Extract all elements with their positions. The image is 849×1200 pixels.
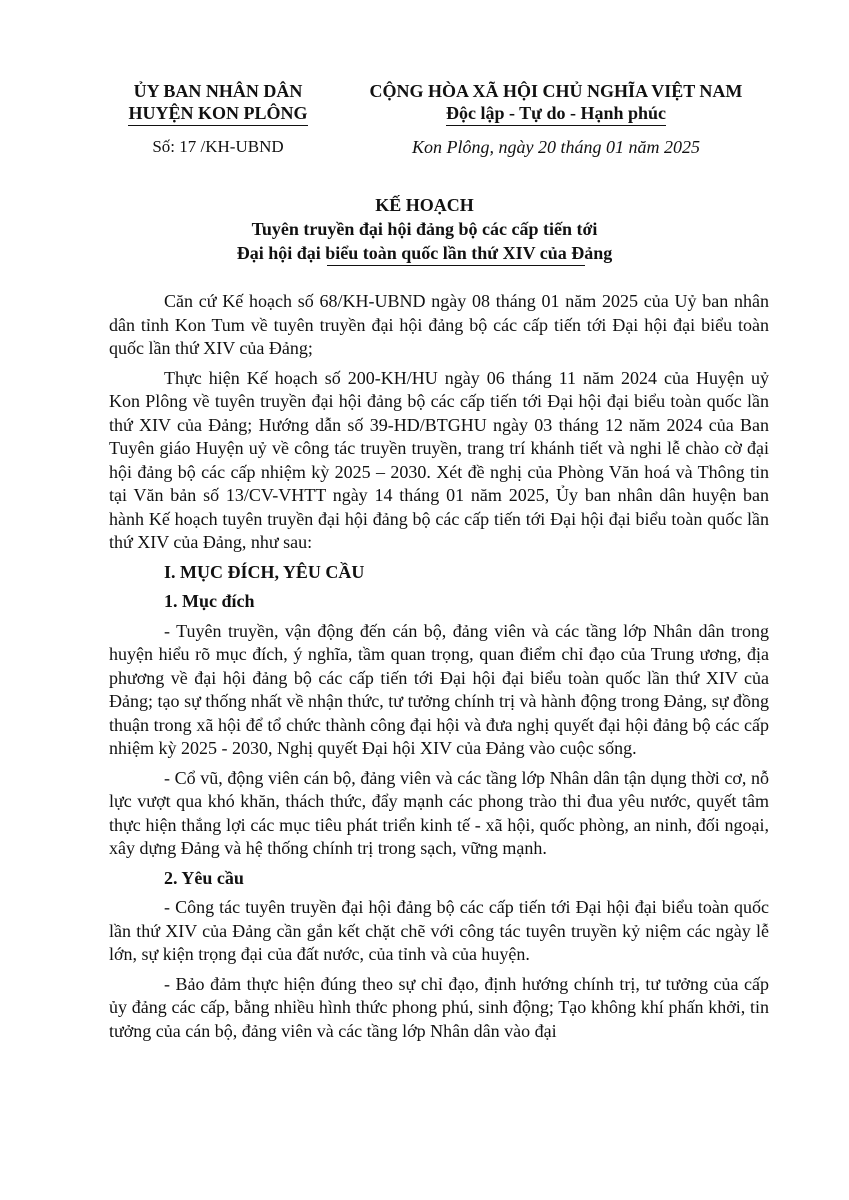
title-underline-divider <box>327 265 585 266</box>
national-header-block <box>346 80 766 158</box>
document-title <box>100 193 749 265</box>
agency-name-line2-wrap <box>108 102 328 126</box>
subheading-requirements: 2. Yêu cầu <box>164 867 244 888</box>
paragraph-implementation: Thực hiện Kế hoạch số 200-KH/HU ngày 06 tháng 11 năm 2024 của Huyện uỷ Kon Plông về tuyên truyền đại hội đảng bộ các cấp tiến tới Đại hội đại biểu toàn quốc lần thứ XIV của Đảng; Hướng dẫn số 39-HD/BTGHU ngày 03 tháng 12 năm 2024 của Ban Tuyên giáo Huyện uỷ về công tác truyền truyền, trang trí khánh tiết và nghi lễ chào cờ đại hội đảng bộ các cấp nhiệm kỳ 2025 – 2030. Xét đề nghị của Phòng Văn hoá và Thông tin tại Văn bản số 13/CV-VHTT ngày 14 tháng 01 năm 2025, Ủy ban nhân dân huyện ban hành Kế hoạch tuyên truyền đại hội đảng bộ các cấp tiến tới Đại hội đại biểu toàn quốc lần thứ XIV của Đảng, như sau: <box>109 367 769 552</box>
agency-name-line2: HUYỆN KON PLÔNG <box>128 102 307 126</box>
paragraph-legal-basis: Căn cứ Kế hoạch số 68/KH-UBND ngày 08 tháng 01 năm 2025 của Uỷ ban nhân dân tỉnh Kon Tum về tuyên truyền đại hội đảng bộ các cấp tiến tới Đại hội đại biểu toàn quốc lần thứ XIV của Đảng; <box>109 291 769 358</box>
national-motto: Độc lập - Tự do - Hạnh phúc <box>446 102 666 126</box>
motto-wrap <box>346 102 766 126</box>
country-name: CỘNG HÒA XÃ HỘI CHỦ NGHĨA VIỆT NAM <box>369 81 743 101</box>
document-number: Số: 17 /KH-UBND <box>152 137 284 156</box>
place-and-date: Kon Plông, ngày 20 tháng 01 năm 2025 <box>412 137 700 157</box>
section-heading-purpose-requirements: I. MỤC ĐÍCH, YÊU CẦU <box>164 561 365 582</box>
issuing-agency-block <box>108 80 328 158</box>
document-body <box>109 290 769 1049</box>
paragraph-purpose-2: - Cổ vũ, động viên cán bộ, đảng viên và các tầng lớp Nhân dân tận dụng thời cơ, nỗ lực vượt qua khó khăn, thách thức, đẩy mạnh các phong trào thi đua yêu nước, quyết tâm thực hiện thắng lợi các mục tiêu phát triển kinh tế - xã hội, quốc phòng, an ninh, đối ngoại, xây dựng Đảng và hệ thống chính trị trong sạch, vững mạnh. <box>109 767 769 858</box>
paragraph-purpose-1: - Tuyên truyền, vận động đến cán bộ, đảng viên và các tầng lớp Nhân dân trong huyện hiểu rõ mục đích, ý nghĩa, tầm quan trọng, quan điểm chỉ đạo của Trung ương, địa phương về đại hội đảng bộ các cấp tiến tới Đại hội đại biểu toàn quốc lần thứ XIV của Đảng; tạo sự thống nhất về nhận thức, tư tưởng chính trị và hành động trong Đảng, sự đồng thuận trong xã hội để tổ chức thành công đại hội và đưa nghị quyết đại hội đảng bộ các cấp nhiệm kỳ 2025 - 2030, Nghị quyết Đại hội XIV của Đảng vào cuộc sống. <box>109 620 769 758</box>
paragraph-requirement-2: - Bảo đảm thực hiện đúng theo sự chỉ đạo, định hướng chính trị, tư tưởng của cấp ủy đảng các cấp, bằng nhiều hình thức phong phú, sinh động; Tạo không khí phấn khởi, tin tưởng của cán bộ, đảng viên và các tầng lớp Nhân dân vào đại <box>109 973 769 1041</box>
agency-name-line1: ỦY BAN NHÂN DÂN <box>133 81 303 101</box>
title-line1: Tuyên truyền đại hội đảng bộ các cấp tiến tới <box>251 219 598 239</box>
document-type: KẾ HOẠCH <box>375 195 474 215</box>
title-line2: Đại hội đại biểu toàn quốc lần thứ XIV của Đảng <box>236 243 613 263</box>
paragraph-requirement-1: - Công tác tuyên truyền đại hội đảng bộ các cấp tiến tới Đại hội đại biểu toàn quốc lần thứ XIV của Đảng cần gắn kết chặt chẽ với công tác tuyên truyền kỷ niệm các ngày lễ lớn, sự kiện trọng đại của đất nước, của tỉnh và của huyện. <box>109 897 769 964</box>
subheading-purpose: 1. Mục đích <box>164 591 255 611</box>
